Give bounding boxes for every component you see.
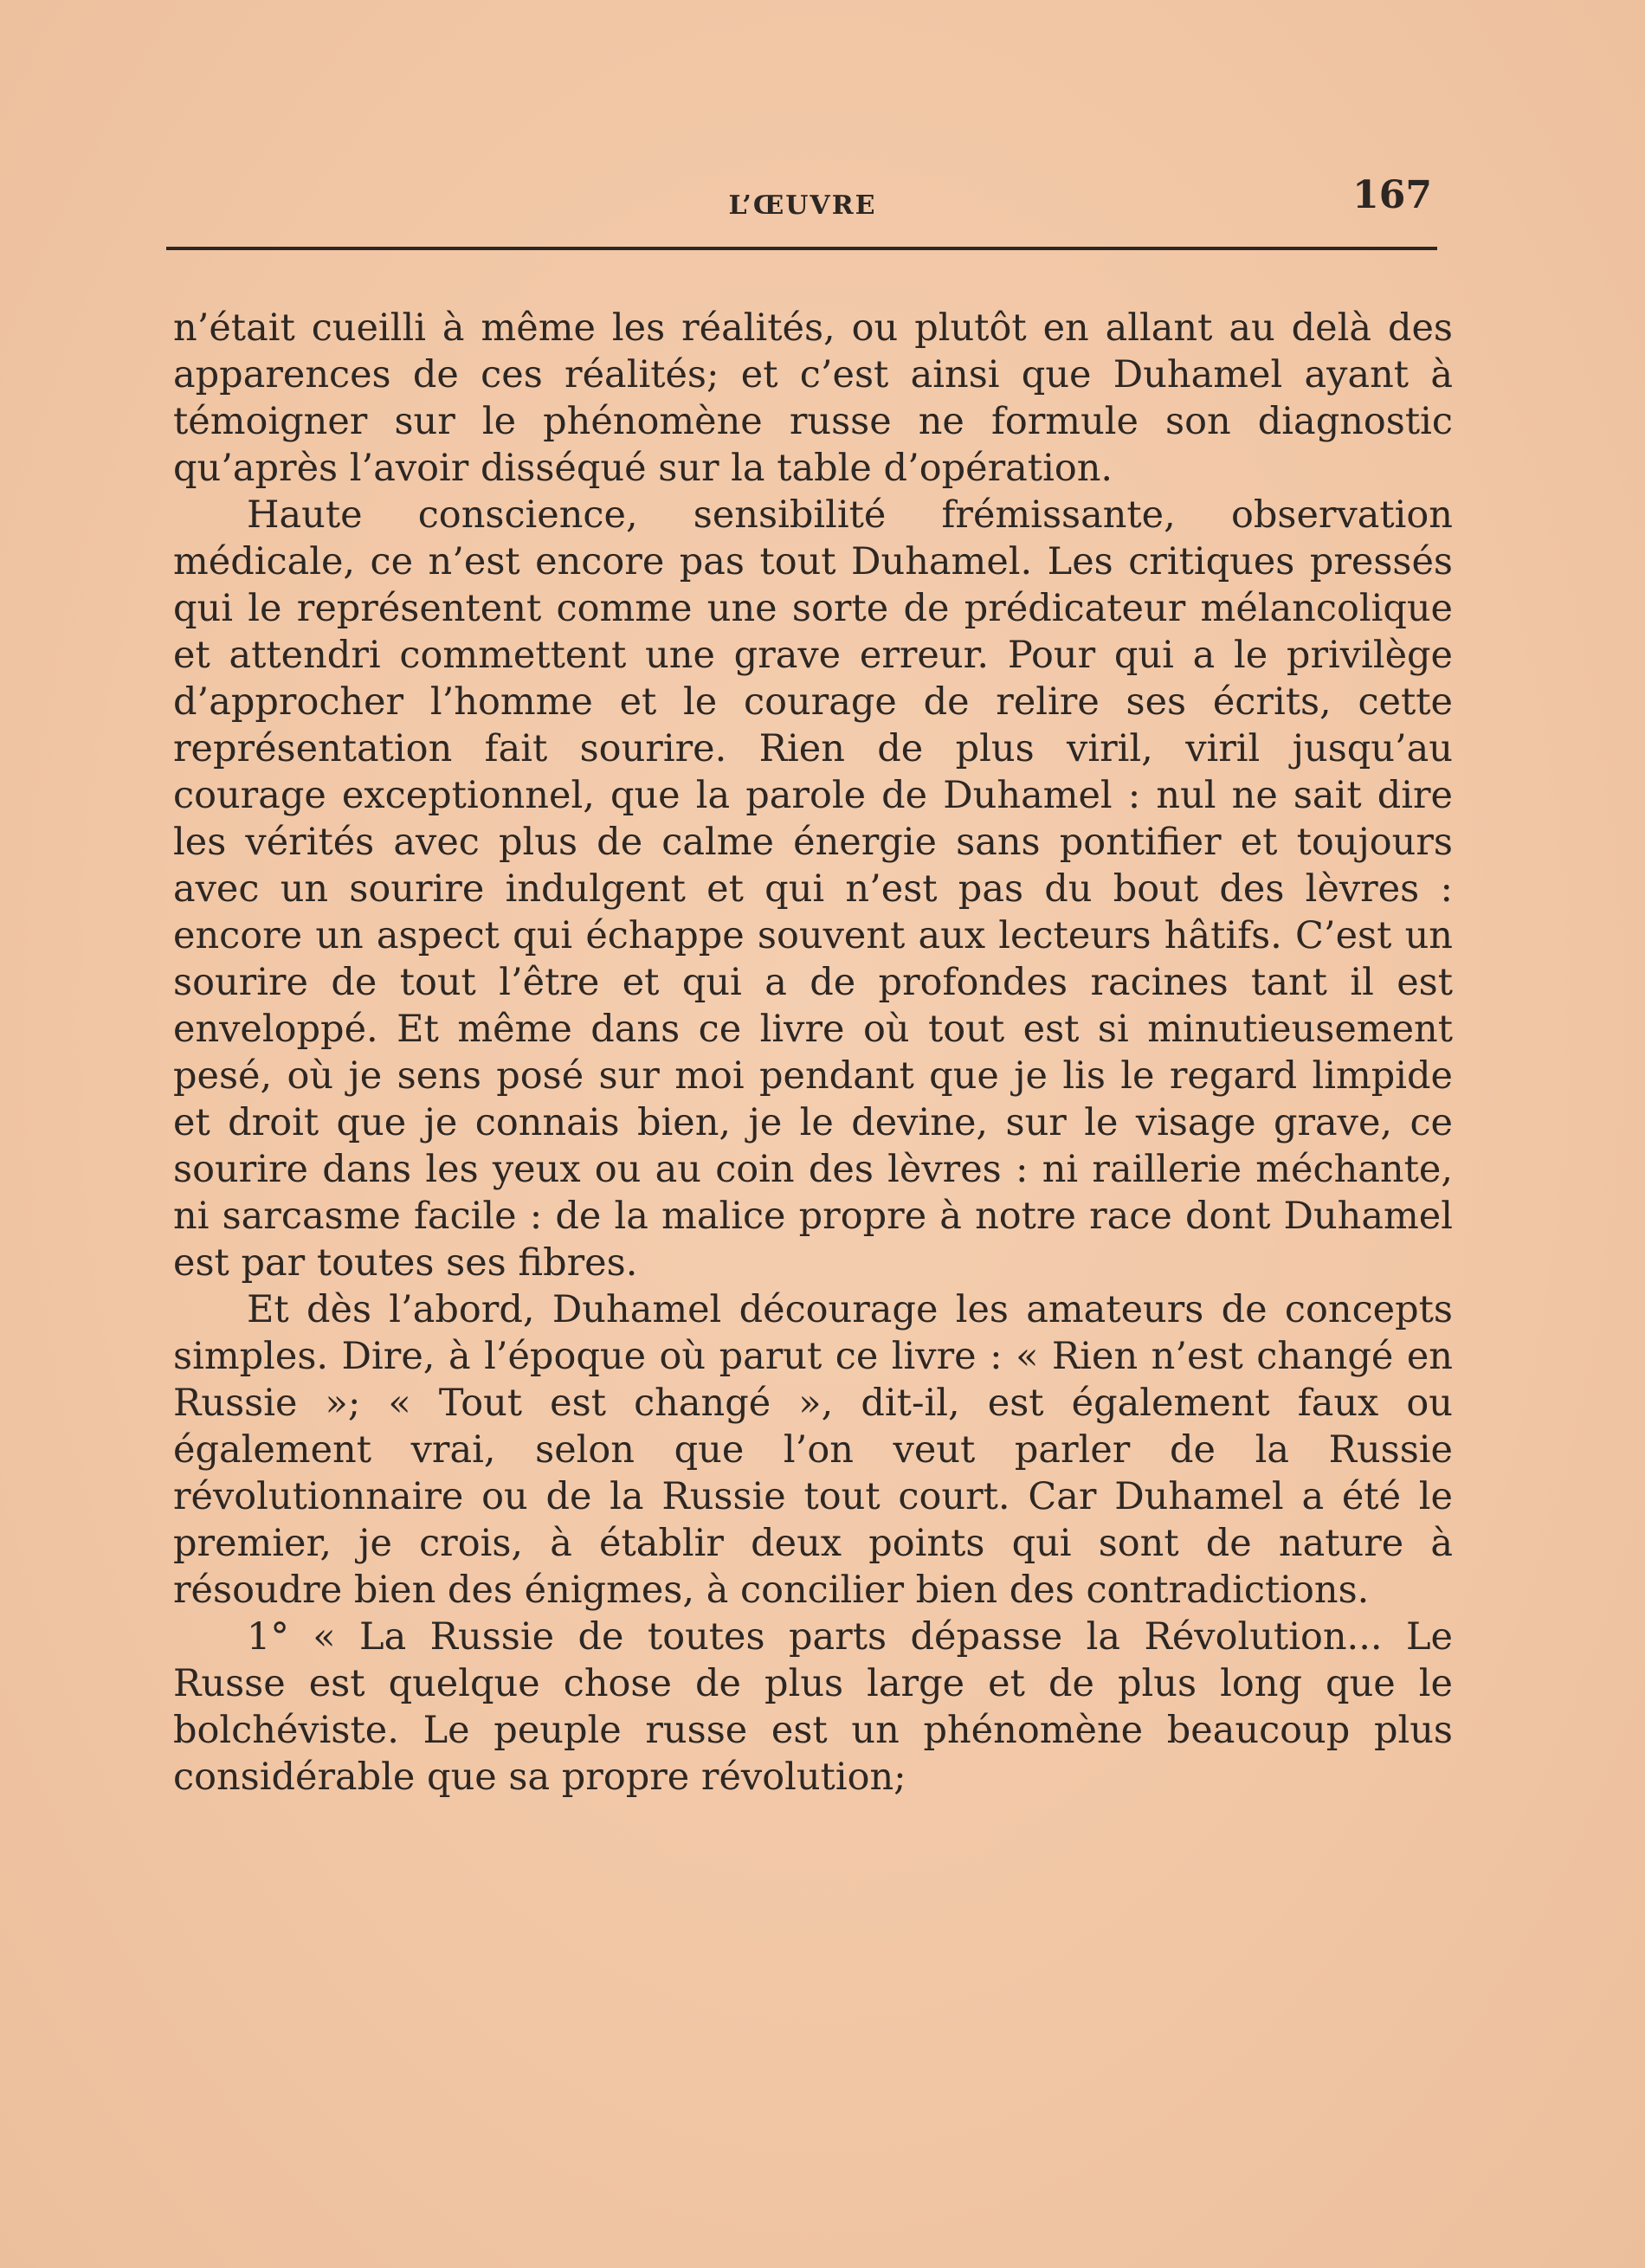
running-head [166, 173, 1439, 225]
body-text [173, 305, 1453, 1801]
page-number: 167 [1352, 173, 1432, 217]
paragraph-1: n’était cueilli à même les réalités, ou plutôt en allant au delà des apparences de ces réalités; et c’est ainsi que Duhamel ayant à témoigner sur le phénomène russe ne formule son diagnostic qu’après l’avoir disséqué sur la table d’opération. [173, 306, 1453, 490]
running-title: L’ŒUVRE [728, 190, 877, 221]
header-rule [166, 247, 1437, 250]
paragraph-2: Haute conscience, sensibilité frémissante, observation médicale, ce n’est encore pas tout Duhamel. Les critiques pressés qui le représentent comme une sorte de prédicateur mélancolique et attendri commettent une grave erreur. Pour qui a le privilège d’approcher l’homme et le courage de relire ses écrits, cette représentation fait sourire. Rien de plus viril, viril jusqu’au courage exceptionnel, que la parole de Duhamel : nul ne sait dire les vérités avec plus de calme énergie sans pontifier et toujours avec un sourire indulgent et qui n’est pas du bout des lèvres : encore un aspect qui échappe souvent aux lecteurs hâtifs. C’est un sourire de tout l’être et qui a de profondes racines tant il est enveloppé. Et même dans ce livre où tout est si minutieusement pesé, où je sens posé sur moi pendant que je lis le regard limpide et droit que je connais bien, je le devine, sur le visage grave, ce sourire dans les yeux ou au coin des lèvres : ni raillerie méchante, ni sarcasme facile : de la malice propre à notre race dont Duhamel est par toutes ses fibres. [173, 493, 1453, 1285]
paragraph-3: Et dès l’abord, Duhamel décourage les amateurs de concepts simples. Dire, à l’époque où parut ce livre : « Rien n’est changé en Russie »; « Tout est changé », dit-il, est également faux ou également vrai, selon que l’on veut parler de la Russie révolutionnaire ou de la Russie tout court. Car Duhamel a été le premier, je crois, à établir deux points qui sont de nature à résoudre bien des énigmes, à concilier bien des contradictions. [173, 1288, 1453, 1612]
paragraph-4: 1° « La Russie de toutes parts dépasse la Révolution... Le Russe est quelque chose de plus large et de plus long que le bolchéviste. Le peuple russe est un phénomène beaucoup plus considérable que sa propre révolution; [173, 1615, 1453, 1799]
